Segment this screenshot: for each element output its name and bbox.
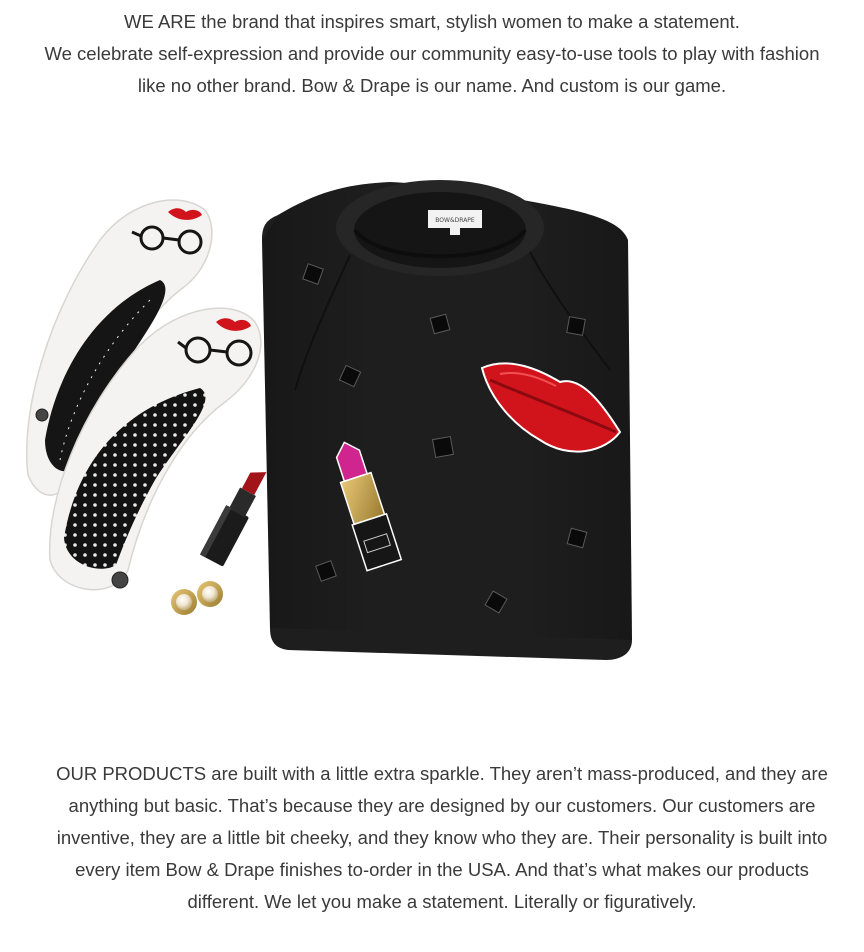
intro-section [0,6,864,102]
gem [567,528,587,548]
gem [433,437,454,458]
gem [567,317,586,336]
lipstick [200,463,272,567]
sweatshirt [262,180,632,660]
intro-line-2: We celebrate self-expression and provide our community easy-to-use tools to play with fashion [44,43,820,64]
products-section [50,758,834,918]
neck-label-text: BOW&DRAPE [435,217,475,224]
intro-line-1: WE ARE the brand that inspires smart, stylish women to make a statement. [124,11,740,32]
products-paragraph: OUR PRODUCTS are built with a little extra sparkle. They aren’t mass-produced, and they are anything but basic. That’s because they are designed by our customers. Our customers are inventive, they are a little bit cheeky, and they know who they are. Their personality is built into every item Bow & Drape finishes to-order in the USA. And that’s what makes our products different. We let you make a statement. Literally or figuratively. [56,763,828,912]
intro-line-3: like no other brand. Bow & Drape is our name. And custom is our game. [137,75,727,96]
gem [430,314,450,334]
hero-image [20,170,844,680]
earrings [171,581,223,615]
